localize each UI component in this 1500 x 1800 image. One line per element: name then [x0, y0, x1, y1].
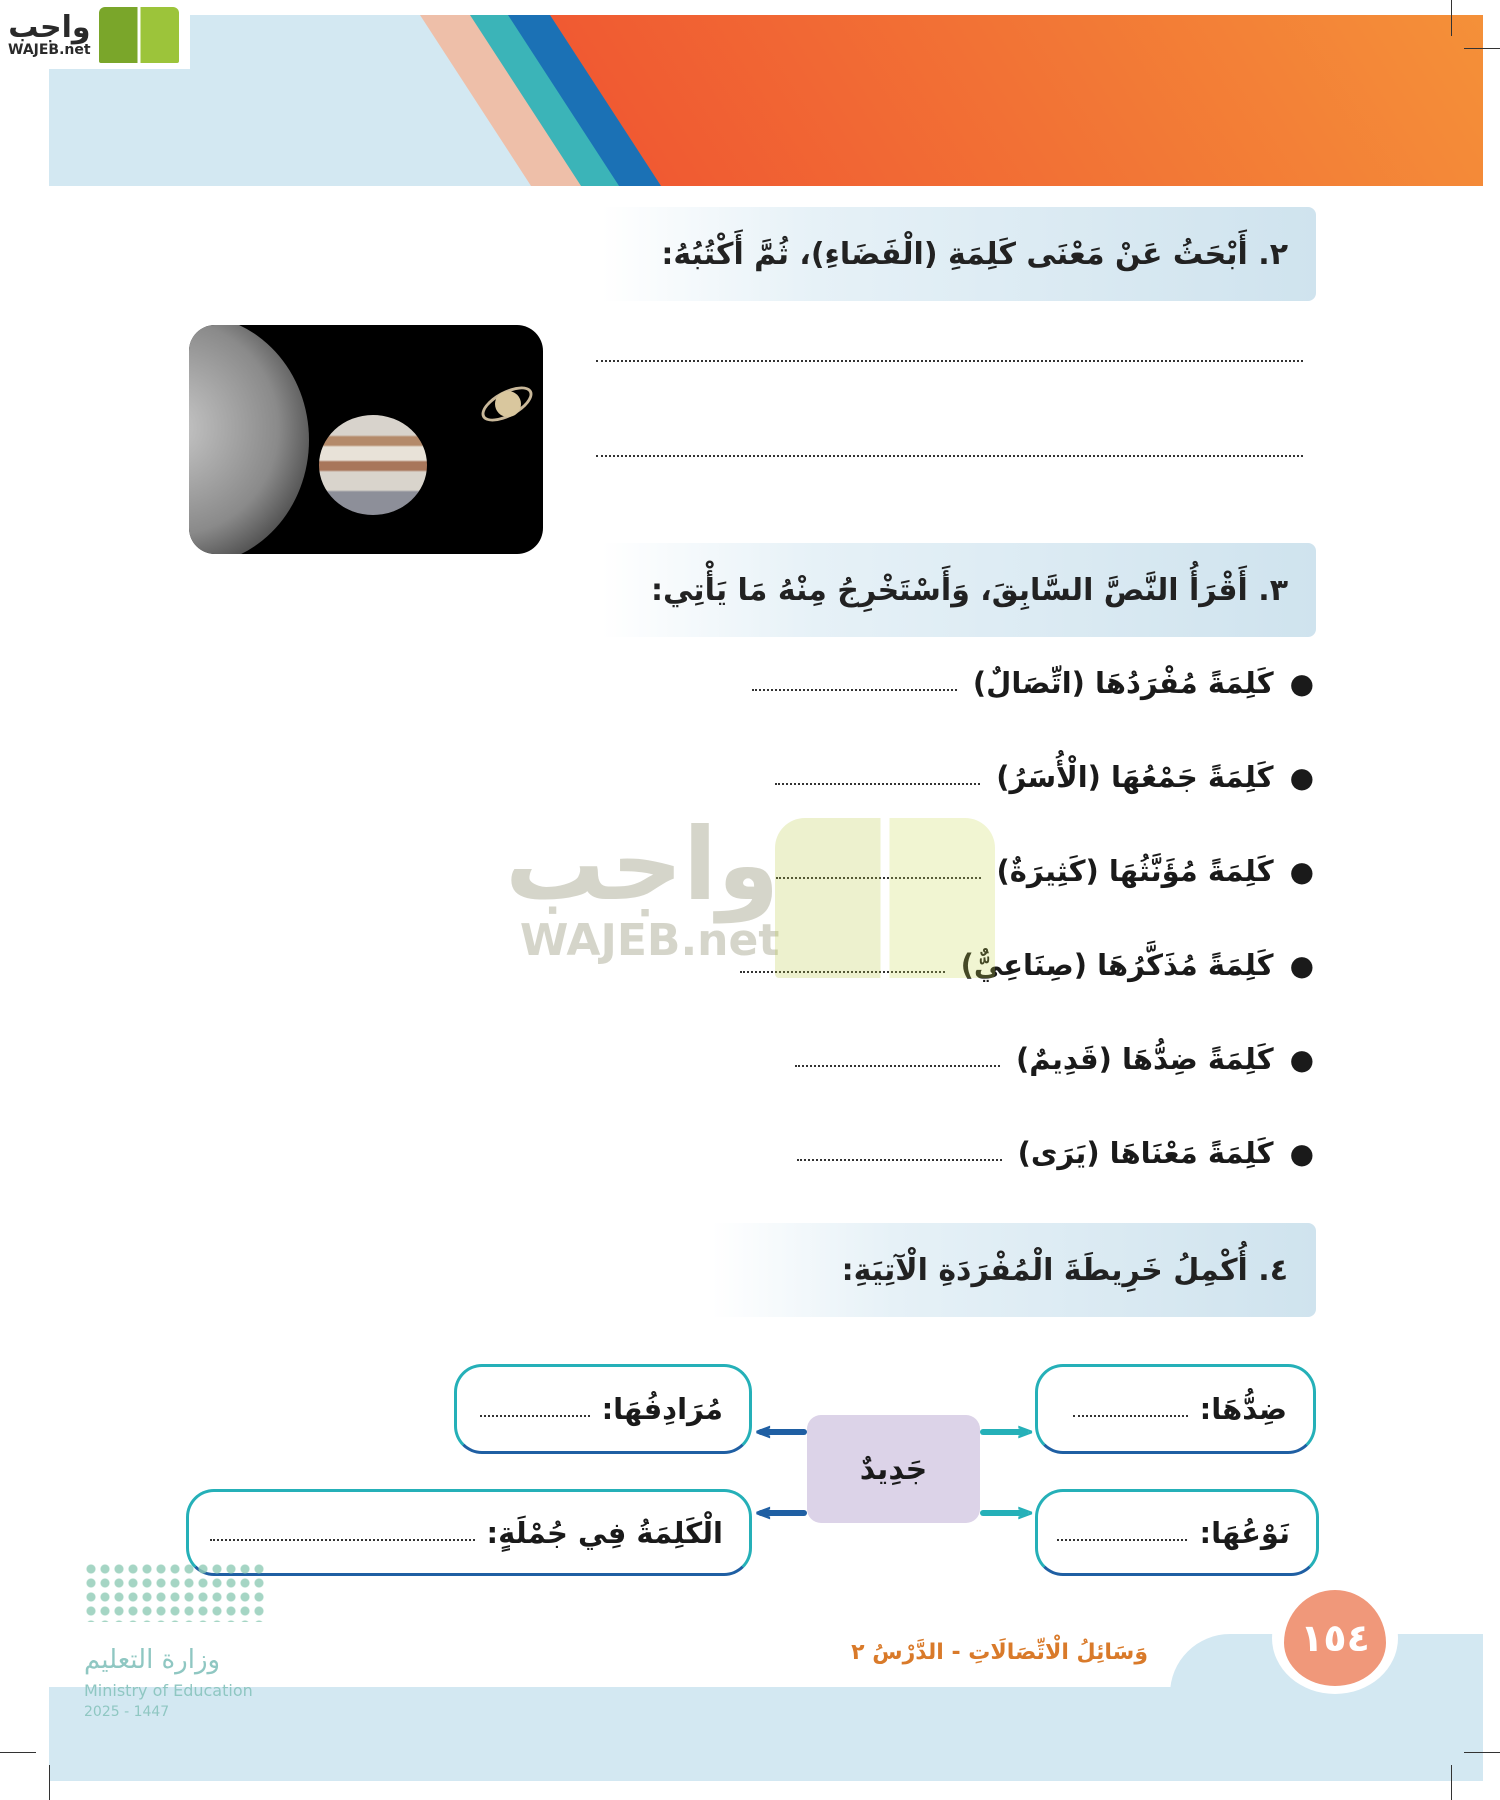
answer-line[interactable] [775, 783, 980, 785]
space-image [189, 325, 543, 554]
ministry-name-ar: وزارة التعليم [84, 1645, 221, 1675]
sentence-box[interactable] [186, 1489, 752, 1576]
answer-line[interactable] [1073, 1415, 1188, 1417]
saturn [495, 391, 521, 417]
answer-line[interactable] [210, 1539, 475, 1541]
list-item: ● كَلِمَةً مُفْرَدُهَا (اتِّصَالٌ) [752, 666, 1314, 700]
answer-line[interactable] [1057, 1539, 1187, 1541]
question4-banner [712, 1223, 1316, 1317]
crop-mark [1451, 0, 1452, 36]
watermark-book-icon [775, 818, 995, 978]
question2-text: ٢. أَبْحَثُ عَنْ مَعْنَى كَلِمَةِ (الْفَضَاءِ)، ثُمَّ أَكْتُبُهُ: [661, 236, 1288, 272]
crop-mark [49, 1765, 50, 1800]
question4-text: ٤. أُكْمِلُ خَرِيطَةَ الْمُفْرَدَةِ الْآتِيَةِ: [841, 1252, 1288, 1288]
opposite-box[interactable] [1035, 1364, 1316, 1454]
question2-banner [602, 207, 1316, 301]
answer-line[interactable] [480, 1415, 590, 1417]
list-item: ● كَلِمَةً مَعْنَاهَا (يَرَى) [797, 1136, 1314, 1170]
logo-latin: WAJEB.net [8, 41, 91, 58]
answer-line[interactable] [596, 455, 1303, 457]
answer-line[interactable] [795, 1065, 1000, 1067]
type-box[interactable] [1035, 1489, 1319, 1576]
book-icon [99, 7, 179, 63]
wajeb-logo [0, 0, 190, 69]
item-label: كَلِمَةً جَمْعُهَا (الْأُسَرُ) [996, 760, 1274, 794]
synonym-label: مُرَادِفُهَا: [601, 1392, 723, 1426]
sentence-label: الْكَلِمَةُ فِي جُمْلَةٍ: [486, 1515, 723, 1550]
ministry-year: 2025 - 1447 [84, 1704, 170, 1720]
moon [189, 325, 309, 554]
logo-arabic: واجب [8, 9, 91, 45]
item-label: كَلِمَةً مُفْرَدُهَا (اتِّصَالٌ) [972, 666, 1274, 700]
ministry-name-en: Ministry of Education [84, 1681, 253, 1700]
arrow-head-icon: < [754, 1501, 773, 1526]
center-word: جَدِيدٌ [859, 1451, 928, 1487]
crop-mark [1464, 48, 1500, 49]
type-label: نَوْعُهَا: [1199, 1515, 1290, 1550]
list-item: ● كَلِمَةً مُذَكَّرُهَا (صِنَاعِيٌّ) [740, 948, 1314, 982]
opposite-label: ضِدُّهَا: [1199, 1392, 1287, 1426]
list-item: ● كَلِمَةً جَمْعُهَا (الْأُسَرُ) [775, 760, 1314, 794]
item-label: كَلِمَةً مُؤَنَّثُهَا (كَثِيرَةٌ) [996, 854, 1274, 888]
answer-line[interactable] [596, 360, 1303, 362]
arrow-head-icon: > [1016, 1501, 1035, 1526]
arrow-head-icon: < [754, 1420, 773, 1445]
list-item: ● كَلِمَةً مُؤَنَّثُهَا (كَثِيرَةٌ) [776, 854, 1314, 888]
answer-line[interactable] [752, 689, 957, 691]
header-stripes [400, 15, 1483, 186]
question3-banner [602, 543, 1316, 637]
footer-band [49, 1687, 1483, 1781]
item-label: كَلِمَةً ضِدُّهَا (قَدِيمٌ) [1015, 1042, 1274, 1076]
crop-mark [1451, 1765, 1452, 1800]
crop-mark [1464, 1752, 1500, 1753]
page-number [1284, 1590, 1386, 1686]
question3-text: ٣. أَقْرَأُ النَّصَّ السَّابِقَ، وَأَسْتَخْرِجُ مِنْهُ مَا يَأْتِي: [650, 572, 1288, 608]
lesson-title: وَسَائِلُ الْاتِّصَالَاتِ - الدَّرْسُ ٢ [851, 1640, 1148, 1665]
item-label: كَلِمَةً مُذَكَّرُهَا (صِنَاعِيٌّ) [960, 948, 1274, 982]
center-word-box [807, 1415, 980, 1523]
item-label: كَلِمَةً مَعْنَاهَا (يَرَى) [1017, 1136, 1274, 1170]
crop-mark [0, 1752, 36, 1753]
list-item: ● كَلِمَةً ضِدُّهَا (قَدِيمٌ) [795, 1042, 1314, 1076]
watermark [505, 806, 780, 966]
jupiter [319, 415, 427, 515]
arrow-head-icon: > [1016, 1420, 1035, 1445]
answer-line[interactable] [797, 1159, 1002, 1161]
page-number-text: ١٥٤ [1300, 1616, 1370, 1660]
watermark-arabic: واجب [505, 806, 780, 923]
ministry-logo-dots [84, 1562, 264, 1622]
synonym-box[interactable] [454, 1364, 752, 1454]
watermark-latin: WAJEB.net [519, 915, 780, 966]
